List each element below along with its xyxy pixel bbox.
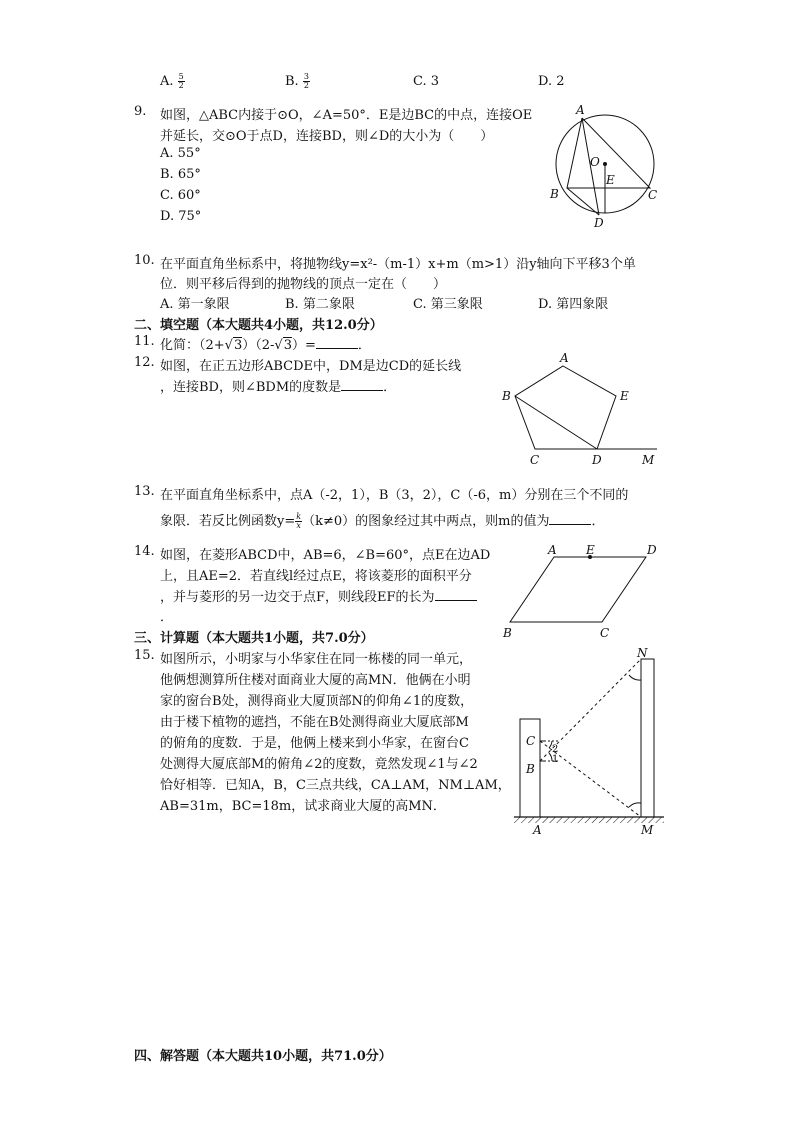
q9-line1: 如图，△ABC内接于⊙O，∠A=50°．E是边BC的中点，连接OE xyxy=(160,108,533,123)
segment-bd xyxy=(515,396,597,449)
q11-pre: 化简：（2+ xyxy=(160,338,225,353)
label-c: C xyxy=(530,453,540,467)
answer-blank[interactable] xyxy=(316,336,358,349)
q11-number: 11. xyxy=(134,334,155,349)
frac-den: 2 xyxy=(303,81,309,90)
label-b: B xyxy=(502,389,511,403)
q13-line2-pre: 象限．若反比例函数y= xyxy=(160,514,296,529)
q10-line2: 位．则平移后得到的抛物线的顶点一定在（ ） xyxy=(160,277,447,292)
answer-blank[interactable] xyxy=(435,588,477,601)
q11-radicand2: 3 xyxy=(283,338,292,353)
answer-blank[interactable] xyxy=(341,378,383,391)
q9-option-b: B. 65° xyxy=(160,167,201,182)
q10-option-c: C. 第三象限 xyxy=(413,297,483,312)
q9-option-a: A. 55° xyxy=(160,146,201,161)
q13-line2-post: （k≠0）的图象经过其中两点，则m的值为 xyxy=(302,514,550,529)
label-e: E xyxy=(620,389,629,403)
q14-line3-text: ，并与菱形的另一边交于点F，则线段EF的长为 xyxy=(160,590,435,605)
section2-heading: 二、填空题（本大题共4小题，共12.0分） xyxy=(134,318,383,333)
q15-buildings-figure xyxy=(508,645,668,840)
q13-line1: 在平面直角坐标系中，点A（-2，1），B（3，2），C（-6，m）分别在三个不同的 xyxy=(160,488,629,503)
frac-num: 5 xyxy=(178,72,184,81)
sqrt-symbol: √ xyxy=(274,338,283,353)
label-a: A xyxy=(548,543,557,557)
segment-bd xyxy=(567,188,599,215)
q8-option-a-fraction xyxy=(178,73,185,90)
rhombus-abcd xyxy=(510,557,646,622)
q11-radicand1: 3 xyxy=(233,338,243,353)
q14-rhombus-figure xyxy=(498,540,668,640)
label-b: B xyxy=(503,626,512,640)
q9-option-d: D. 75° xyxy=(160,209,202,224)
q10-option-d: D. 第四象限 xyxy=(538,297,609,312)
sqrt-symbol: √ xyxy=(224,338,233,353)
label-angle-2: 2 xyxy=(552,744,559,755)
q15-line8: AB=31m，BC=18m，试求商业大厦的高MN． xyxy=(160,799,446,814)
label-b: B xyxy=(550,187,559,201)
label-e: E xyxy=(606,173,615,187)
pentagon-abcde xyxy=(515,366,616,449)
q8-option-b-fraction xyxy=(303,73,310,90)
frac-num: 3 xyxy=(303,72,309,81)
q9-line2: 并延长，交⊙O于点D，连接BD，则∠D的大小为（ ） xyxy=(160,129,494,144)
label-e: E xyxy=(586,543,595,557)
q15-line6: 处测得大厦底部M的俯角∠2的度数，竟然发现∠1与∠2 xyxy=(160,757,478,772)
q14-line2: 上，且AE=2．若直线l经过点E，将该菱形的面积平分 xyxy=(160,569,472,584)
q11-end: ． xyxy=(357,338,371,353)
right-building xyxy=(641,659,654,817)
label-a: A xyxy=(533,823,542,837)
q15-line2: 他俩想测算所住楼对面商业大厦的高MN．他俩在小明 xyxy=(160,673,471,688)
q10-line1: 在平面直角坐标系中，将抛物线y=x²-（m-1）x+m（m>1）沿y轴向下平移3个单 xyxy=(160,257,636,272)
q9-circle-figure xyxy=(540,100,670,232)
q13-number: 13. xyxy=(134,484,155,499)
label-n: N xyxy=(637,646,648,660)
q15-number: 15. xyxy=(134,648,155,663)
q15-line7: 恰好相等．已知A，B，C三点共线，CA⊥AM，NM⊥AM， xyxy=(160,778,511,793)
q8-option-d: D. 2 xyxy=(538,74,565,89)
q13-end: ． xyxy=(591,514,605,529)
section4-heading: 四、解答题（本大题共10小题，共71.0分） xyxy=(134,1049,392,1064)
q14-line4: ． xyxy=(160,610,174,625)
q12-line1: 如图，在正五边形ABCDE中，DM是边CD的延长线 xyxy=(160,359,462,374)
label-angle-1: 1 xyxy=(552,754,559,765)
q12-pentagon-figure xyxy=(495,350,665,468)
label-c: C xyxy=(648,188,658,202)
q14-number: 14. xyxy=(134,544,155,559)
angle-m-arc xyxy=(629,803,641,807)
q8-option-a-letter: A. xyxy=(160,74,174,89)
frac-num: k xyxy=(296,512,302,521)
q15-line5: 的俯角的度数．于是，他俩上楼来到小华家，在窗台C xyxy=(160,736,469,751)
q10-number: 10. xyxy=(134,253,155,268)
label-a: A xyxy=(560,351,569,365)
q13-line2 xyxy=(160,510,605,530)
q15-line4: 由于楼下植物的遮挡，不能在B处测得商业大厦底部M xyxy=(160,715,469,730)
label-o: O xyxy=(590,155,600,169)
q10-option-b: B. 第二象限 xyxy=(285,297,355,312)
answer-blank[interactable] xyxy=(549,512,591,525)
q12-line2-text: ，连接BD，则∠BDM的度数是 xyxy=(160,380,342,395)
q15-line3: 家的窗台B处，测得商业大厦顶部N的仰角∠1的度数， xyxy=(160,694,474,709)
q10-option-a: A. 第一象限 xyxy=(160,297,230,312)
q15-line1: 如图所示，小明家与小华家住在同一栋楼的同一单元， xyxy=(160,652,473,667)
q11-text xyxy=(160,334,371,353)
q11-mid: ）（2- xyxy=(242,338,275,353)
q8-option-b xyxy=(285,73,310,90)
q8-option-a xyxy=(160,73,185,90)
q12-number: 12. xyxy=(134,355,155,370)
q14-line1: 如图，在菱形ABCD中，AB=6，∠B=60°，点E在边AD xyxy=(160,548,491,563)
label-m: M xyxy=(642,453,655,467)
q12-line2 xyxy=(160,376,396,395)
q14-line3 xyxy=(160,586,477,605)
center-dot xyxy=(603,162,607,166)
label-b: B xyxy=(526,762,535,776)
label-a: A xyxy=(576,103,585,117)
q12-end: ． xyxy=(383,380,397,395)
angle-n-arc xyxy=(629,675,641,680)
frac-den: x xyxy=(296,521,301,530)
label-c: C xyxy=(526,734,536,748)
label-m: M xyxy=(641,823,654,837)
section3-heading: 三、计算题（本大题共1小题，共7.0分） xyxy=(134,631,374,646)
q9-option-c: C. 60° xyxy=(160,188,201,203)
label-d: D xyxy=(647,543,657,557)
q9-number: 9. xyxy=(134,104,147,119)
q8-option-c: C. 3 xyxy=(413,74,440,89)
frac-den: 2 xyxy=(178,81,184,90)
label-d: D xyxy=(592,453,602,467)
q11-post: ）= xyxy=(292,338,316,353)
q8-option-b-letter: B. xyxy=(285,74,299,89)
label-d: D xyxy=(594,216,604,230)
label-c: C xyxy=(600,626,610,640)
